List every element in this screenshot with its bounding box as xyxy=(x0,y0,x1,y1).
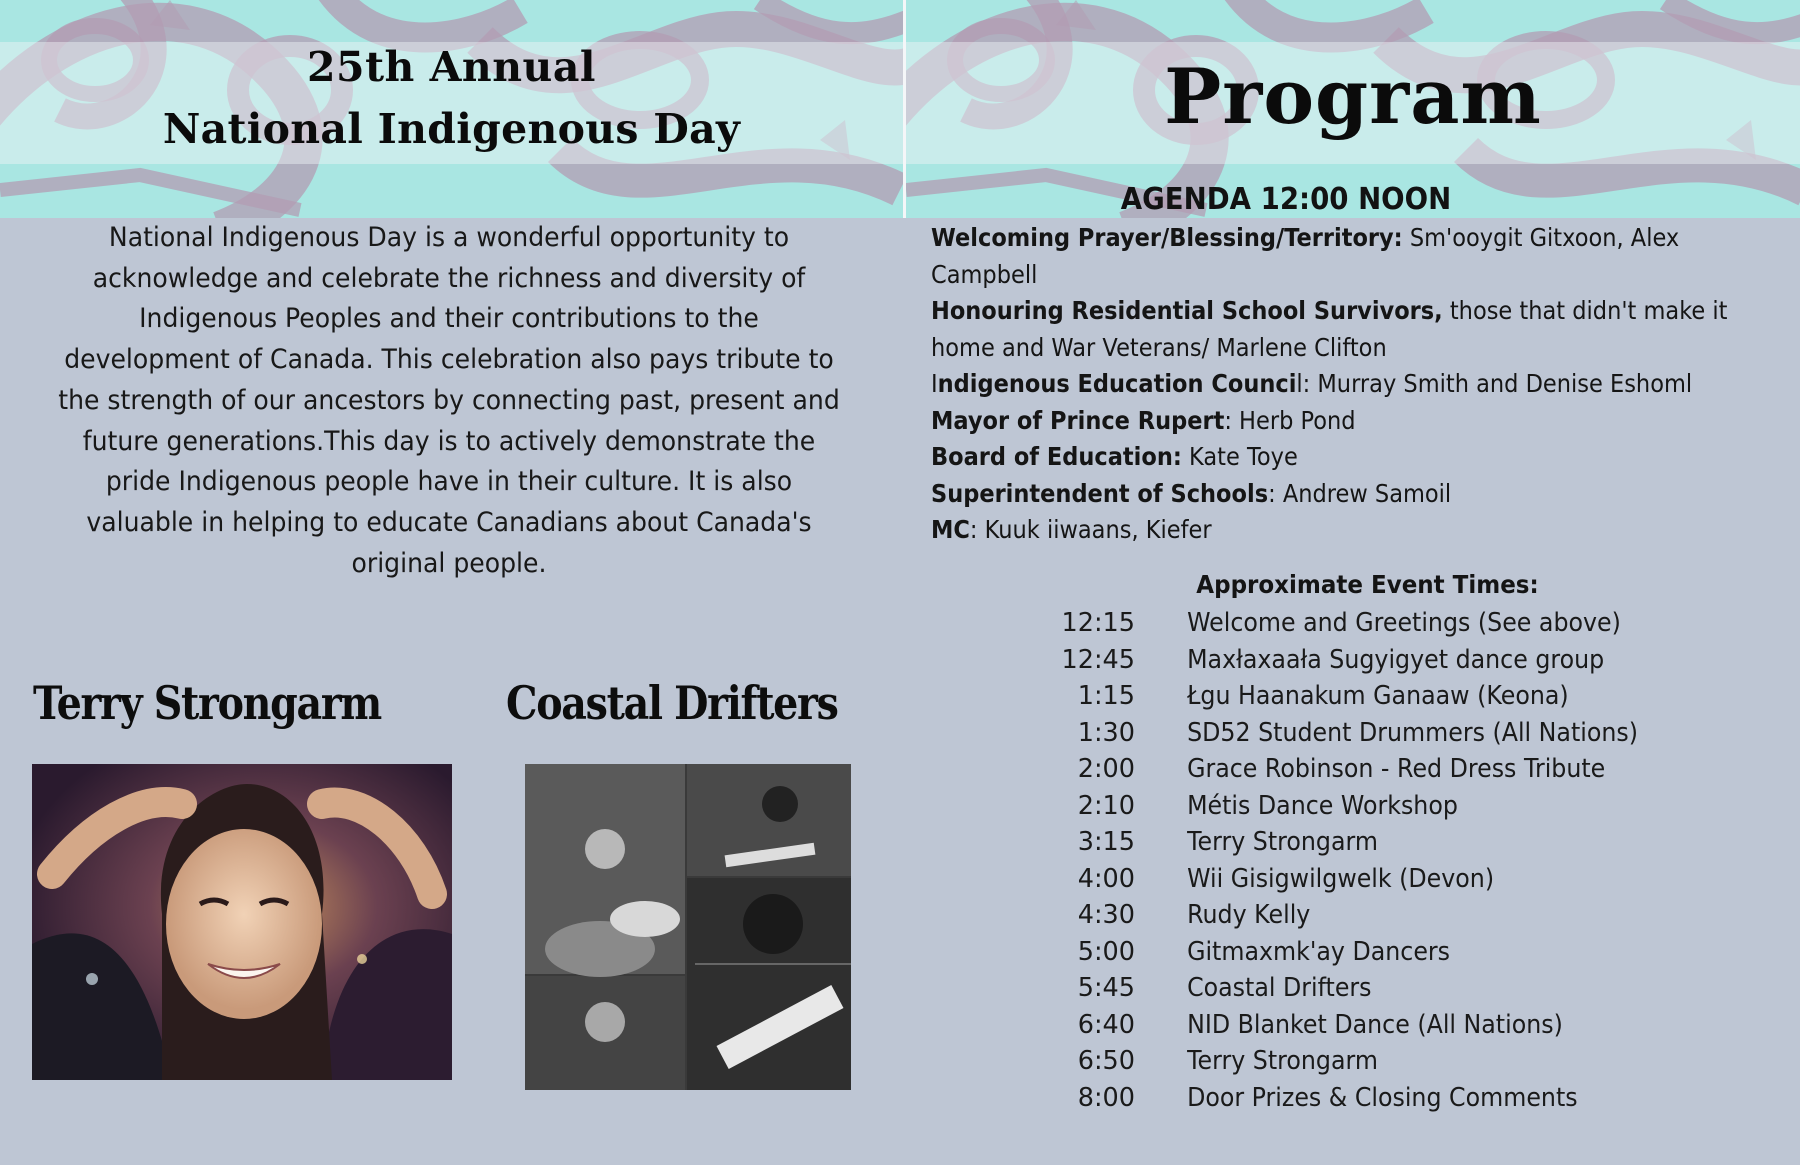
agenda-item xyxy=(931,366,1705,403)
event-row xyxy=(1040,1043,1740,1080)
agenda-item xyxy=(931,220,1705,257)
intro-line: valuable in helping to educate Canadians about Canada's xyxy=(86,506,812,538)
intro-line: original people. xyxy=(351,547,547,579)
agenda-item-label: Superintendent of Schools xyxy=(931,478,1269,508)
event-name: Door Prizes & Closing Comments xyxy=(1187,1082,1578,1113)
agenda-item-label-prefix: I xyxy=(931,369,938,398)
intro-line: acknowledge and celebrate the richness and diversity of xyxy=(92,262,806,294)
event-time: 3:15 xyxy=(1077,827,1135,857)
agenda-item xyxy=(931,512,1705,549)
agenda-item-label: Honouring Residential School Survivors, xyxy=(931,296,1443,325)
event-name: Rudy Kelly xyxy=(1187,900,1311,930)
band-collage-image-icon xyxy=(525,764,851,1090)
intro-line: Indigenous Peoples and their contributions to the xyxy=(139,303,759,335)
event-row xyxy=(1040,897,1740,934)
agenda-item-value: : Kuuk iiwaans, Kiefer xyxy=(969,515,1212,544)
event-time: 2:10 xyxy=(1077,790,1135,821)
intro-line: National Indigenous Day is a wonderful opportunity to xyxy=(108,222,790,253)
agenda-item-value: Kate Toye xyxy=(1181,442,1298,471)
agenda-item-value: l: Murray Smith and Denise Eshoml xyxy=(1296,369,1693,398)
event-name: Wii Gisigwilgwelk (Devon) xyxy=(1187,863,1495,894)
agenda-list xyxy=(931,220,1791,549)
event-name: Welcome and Greetings (See above) xyxy=(1187,608,1621,638)
event-row xyxy=(1040,861,1740,898)
event-name: SD52 Student Drummers (All Nations) xyxy=(1187,717,1638,748)
event-row xyxy=(1040,751,1740,788)
event-times-list xyxy=(1040,605,1740,1116)
agenda-item-value: home and War Veterans/ Marlene Clifton xyxy=(931,332,1387,362)
intro-line: future generations.This day is to actively demonstrate the xyxy=(82,425,816,457)
event-title-line2: National Indigenous Day xyxy=(162,105,741,153)
event-name: Terry Strongarm xyxy=(1187,827,1378,857)
event-name: Métis Dance Workshop xyxy=(1187,790,1458,821)
event-name: Gitmaxmk'ay Dancers xyxy=(1187,936,1451,967)
event-row xyxy=(1040,788,1740,825)
agenda-item-value: Sm'ooygit Gitxoon, Alex xyxy=(1402,223,1680,252)
event-row xyxy=(1040,970,1740,1007)
agenda-item xyxy=(931,476,1705,513)
agenda-item xyxy=(931,403,1705,440)
title-banner xyxy=(0,0,903,218)
agenda-item-value: Campbell xyxy=(931,259,1038,289)
program-title: Program xyxy=(1164,52,1542,141)
event-row xyxy=(1040,605,1740,642)
event-time: 12:45 xyxy=(1061,644,1135,675)
event-time: 12:15 xyxy=(1061,608,1135,638)
agenda-item-label: Mayor of Prince Rupert xyxy=(931,405,1225,435)
intro-line: the strength of our ancestors by connecting past, present and xyxy=(58,384,840,416)
intro-line: development of Canada. This celebration also pays tribute to xyxy=(64,344,834,376)
event-row xyxy=(1040,1080,1740,1117)
event-row xyxy=(1040,678,1740,715)
agenda-item-value: those that didn't make it xyxy=(1442,296,1728,325)
event-title-line1: 25th Annual xyxy=(307,43,596,91)
event-time: 4:00 xyxy=(1077,863,1135,894)
agenda-item-label: MC xyxy=(931,515,970,544)
portrait-image-icon xyxy=(32,764,452,1080)
event-row xyxy=(1040,715,1740,752)
terry-strongarm-portrait-photo xyxy=(32,764,452,1080)
agenda-item-label: Board of Education: xyxy=(931,442,1182,471)
event-times-heading: Approximate Event Times: xyxy=(1196,570,1539,599)
agenda-item-continued xyxy=(931,330,1705,367)
event-name: Łgu Haanakum Ganaaw (Keona) xyxy=(1187,681,1569,711)
event-row xyxy=(1040,1007,1740,1044)
event-time: 2:00 xyxy=(1077,754,1135,784)
agenda-item-value: : Herb Pond xyxy=(1224,405,1356,435)
event-time: 5:00 xyxy=(1077,936,1135,967)
event-time: 5:45 xyxy=(1077,973,1135,1003)
event-name: Grace Robinson - Red Dress Tribute xyxy=(1187,754,1606,784)
intro-paragraph xyxy=(14,218,884,584)
agenda-item-continued xyxy=(931,257,1705,294)
event-time: 6:50 xyxy=(1077,1046,1135,1076)
event-name: Maxłaxaała Sugyigyet dance group xyxy=(1187,644,1605,675)
event-title xyxy=(0,36,903,160)
event-name: Coastal Drifters xyxy=(1187,973,1372,1003)
agenda-heading: AGENDA 12:00 NOON xyxy=(1120,182,1452,217)
event-time: 4:30 xyxy=(1077,900,1135,930)
event-time: 6:40 xyxy=(1077,1009,1135,1040)
event-name: NID Blanket Dance (All Nations) xyxy=(1187,1009,1563,1040)
performer-name-coastal-drifters: Coastal Drifters xyxy=(506,676,838,730)
event-time: 8:00 xyxy=(1077,1082,1135,1113)
event-name: Terry Strongarm xyxy=(1187,1046,1378,1076)
agenda-item xyxy=(931,439,1705,476)
event-time: 1:15 xyxy=(1077,681,1135,711)
event-row xyxy=(1040,642,1740,679)
event-row xyxy=(1040,824,1740,861)
event-row xyxy=(1040,934,1740,971)
agenda-item-value: : Andrew Samoil xyxy=(1268,478,1452,508)
event-time: 1:30 xyxy=(1077,717,1135,748)
coastal-drifters-band-photo xyxy=(525,764,851,1090)
performer-name-terry-strongarm: Terry Strongarm xyxy=(33,676,381,730)
agenda-item xyxy=(931,293,1728,330)
intro-line: pride Indigenous people have in their culture. It is also xyxy=(105,466,793,498)
agenda-item-label: Welcoming Prayer/Blessing/Territory: xyxy=(931,223,1403,252)
agenda-item-label: ndigenous Education Counci xyxy=(937,369,1297,398)
